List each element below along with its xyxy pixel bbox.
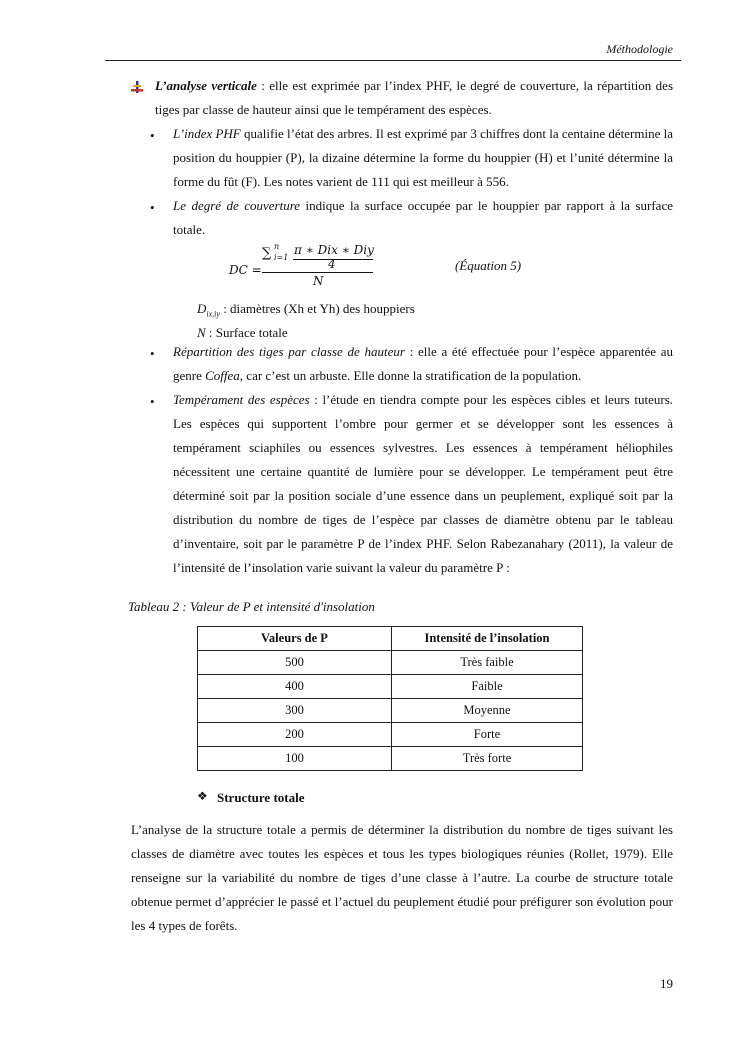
section-heading: Structure totale xyxy=(217,790,305,805)
analyse-verticale-paragraph xyxy=(155,74,673,122)
text: qualifie l’état des arbres. Il est exprimé par 3 chiffres dont la centaine détermine la position du houppier (P), la dizaine détermine la forme du houppier (H) et l’unité détermine la forme du fût (F). Les notes varient de 111 qui est meilleur à 556. xyxy=(173,126,674,189)
text: , car c’est un arbuste. Elle donne la stratification de la population. xyxy=(239,368,582,383)
list-item-index-phf xyxy=(173,122,673,194)
text: : elle a été effectuée pour l’espèce apparentée au genre xyxy=(173,344,673,383)
column-header: Valeurs de P xyxy=(198,627,392,651)
cell: 500 xyxy=(198,651,392,675)
text: : elle est exprimée par l’index PHF, le degré de couverture, la répartition des tiges par classe de hauteur ainsi que le tempérament des espèces. xyxy=(155,78,674,117)
list-item-temperament xyxy=(173,388,673,580)
term: Tempérament des espèces xyxy=(173,392,310,407)
cell: 300 xyxy=(198,699,392,723)
structure-paragraph: L’analyse de la structure totale a permis de déterminer la distribution du nombre de tiges suivant les classes de diamètre avec toutes les espèces et tous les types biologiques réunies (Rollet, 1979). Elle renseigne sur la variabilité du nombre de tiges d’une classe à l’autre. La courbe de structure totale obtenue permet d’apprécier le passé et l’actuel du peuplement étudié pour préfigurer son évolution pour les 4 types de forêts. xyxy=(131,822,673,933)
sum-symbol: ∑ xyxy=(262,246,272,261)
text: : Surface totale xyxy=(205,325,288,340)
text: : diamètres (Xh et Yh) des houppiers xyxy=(219,301,415,316)
term: L’analyse verticale xyxy=(155,78,257,93)
table-row xyxy=(198,675,583,699)
definition-dix-diy xyxy=(197,301,415,319)
definition-n xyxy=(197,325,288,341)
p-values-table xyxy=(197,626,583,771)
bullet-icon: • xyxy=(150,200,155,215)
term: Le degré de couverture xyxy=(173,198,301,213)
equation-label: (Équation 5) xyxy=(455,258,522,273)
text: indique la surface occupée par le houppier par rapport à la surface totale. xyxy=(173,198,673,237)
diamond-bullet-icon: ❖ xyxy=(197,789,208,803)
header-rule xyxy=(105,60,681,61)
cell: Très forte xyxy=(392,747,583,771)
text: : l’étude en tiendra compte pour les espèces cibles et leurs tuteurs. Les espèces qui supportent l’ombre pour germer et se développer sont les essences à tempérament sciaphiles ou essences sylvestres. Les essences à tempérament héliophiles nécessitent une certaine quantité de lumière pour se développer. Le tempérament peut être déterminé soit par la position sociale d’une essence dans un peuplement, expliqué soit par la distribution du nombre de tiges de l’espèce par classes de diamètre obtenu par le tableau d’inventaire, soit par le paramètre P de l’index PHF. Selon Rabezanahary (2011), la valeur de l’intensité de l’insolation varie suivant la valeur du paramètre P : xyxy=(173,392,673,575)
cell: Forte xyxy=(392,723,583,747)
cell: 200 xyxy=(198,723,392,747)
symbol: N xyxy=(197,325,206,340)
column-header: Intensité de l’insolation xyxy=(392,627,583,651)
table-row xyxy=(198,651,583,675)
inner-numerator: π ∗ Dix ∗ Diy xyxy=(294,243,374,257)
denominator: N xyxy=(313,274,324,288)
cell: Faible xyxy=(392,675,583,699)
sum-sub: i=1 xyxy=(274,253,289,262)
running-header: Méthodologie xyxy=(606,42,673,56)
list-item-degre-couverture xyxy=(173,194,673,242)
equation-lhs: DC = xyxy=(229,263,262,277)
subscript: ix,iy xyxy=(206,309,220,319)
table-row xyxy=(198,747,583,771)
table-caption: Tableau 2 : Valeur de P et intensité d'insolation xyxy=(128,599,375,614)
fraction-bar xyxy=(262,272,373,273)
cell: 400 xyxy=(198,675,392,699)
inner-denominator: 4 xyxy=(328,257,336,271)
bullet-icon: • xyxy=(150,394,155,409)
table-row xyxy=(198,699,583,723)
sum-sup: n xyxy=(274,242,280,251)
term: L’index PHF xyxy=(173,126,241,141)
bullet-icon: • xyxy=(150,128,155,143)
list-item-repartition xyxy=(173,340,673,388)
plus-bullet-icon xyxy=(130,80,144,94)
bullet-icon: • xyxy=(150,346,155,361)
table-header-row xyxy=(198,627,583,651)
symbol: D xyxy=(197,301,207,316)
cell: Très faible xyxy=(392,651,583,675)
cell: 100 xyxy=(198,747,392,771)
term: Coffea xyxy=(205,368,240,383)
term: Répartition des tiges par classe de hauteur xyxy=(173,344,405,359)
cell: Moyenne xyxy=(392,699,583,723)
page-number: 19 xyxy=(660,976,673,991)
table-row xyxy=(198,723,583,747)
